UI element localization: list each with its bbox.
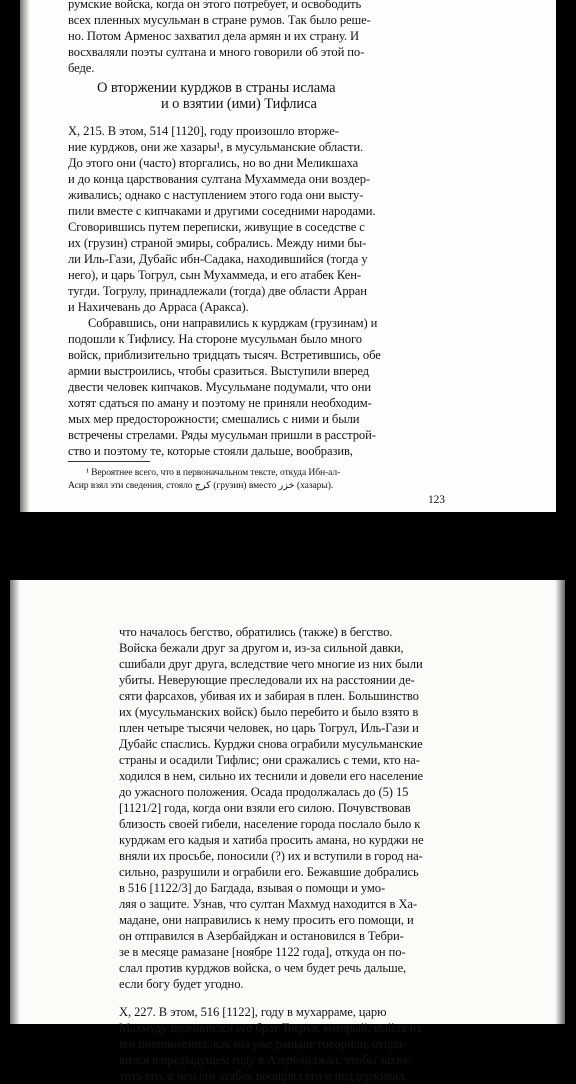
text-line: в 516 [1122/3] до Багдада, взывая о помощи и умо- bbox=[119, 881, 386, 895]
footnote-line: ¹ Вероятнее всего, что в первоначальном тексте, откуда Ибн-ал- bbox=[86, 467, 341, 478]
text-line: мадане, они направились к нему просить его помощи, и bbox=[119, 913, 414, 927]
footnote-rule bbox=[68, 461, 150, 462]
text-line: ство и поэтому те, которые стояли дальше, вообразив, bbox=[68, 444, 353, 458]
text-line: вняли их просьбе, поносили (?) их и вступили в город на- bbox=[119, 849, 423, 863]
text-line: ние курджов, они же хазары¹, в мусульманские области. bbox=[68, 140, 364, 154]
text-line: тить его, в чем его атабек поощрял его и поддерживал. bbox=[119, 1069, 408, 1083]
text-line: беде. bbox=[68, 61, 95, 75]
text-line: но. Потом Арменос захватил дела армян и их страну. И bbox=[68, 29, 360, 43]
text-line: двести человек кипчаков. Мусульмане подумали, что они bbox=[68, 380, 371, 394]
text-line: пили вместе с кипчаками и другими соседними народами. bbox=[68, 204, 376, 218]
text-line: он отправился в Азербайджан и остановился в Тебри- bbox=[119, 929, 404, 943]
text-line: X, 215. В этом, 514 [1120], году произошло вторже- bbox=[68, 124, 339, 138]
text-line: [1121/2] года, когда они взяли его силою. Почувствовав bbox=[119, 801, 411, 815]
text-line: войск, приблизительно тридцать тысяч. Встретившись, обе bbox=[68, 348, 381, 362]
text-line: ходился в нем, сильно их теснили и довели его население bbox=[119, 769, 424, 783]
text-line: сшибали друг друга, вследствие чего многие из них были bbox=[119, 657, 423, 671]
text-line: и до конца царствования султана Мухаммеда они воздер- bbox=[68, 172, 371, 186]
page-edge-shadow bbox=[555, 580, 565, 1024]
text-line: восхваляли поэты султана и много говорили об этой по- bbox=[68, 45, 365, 59]
text-line: мых мер предосторожности; смешались с ними и были bbox=[68, 412, 360, 426]
text-line: живались; однако с наступлением этого года они высту- bbox=[68, 188, 364, 202]
section-heading: и о взятии (ими) Тифлиса bbox=[161, 96, 317, 112]
text-line: сяти фарсахов, убивая их и забирая в плен. Большинство bbox=[119, 689, 419, 703]
text-line: что началось бегство, обратились (также) в бегство. bbox=[119, 625, 393, 639]
text-line: армии выстроились, чтобы сразиться. Выступили вперед bbox=[68, 364, 369, 378]
text-line: близость своей гибели, население города послало было к bbox=[119, 817, 421, 831]
text-line: румские войска, когда он этого потребует, и освободить bbox=[68, 0, 362, 11]
text-line: слал против курджов войска, о чем будет речь дальше, bbox=[119, 961, 407, 975]
text-line: если богу будет угодно. bbox=[119, 977, 244, 991]
text-line: его повиновения, как мы уже раньше говорили, отпра- bbox=[119, 1037, 407, 1051]
text-line: ли Иль-Гази, Дубайс ибн-Садака, находившийся (тогда у bbox=[68, 252, 368, 266]
text-line: X, 227. В этом, 516 [1122], году в мухарраме, царю bbox=[119, 1005, 387, 1019]
text-line: вился в предыдущем году в Азербайджан, чтобы захва- bbox=[119, 1053, 412, 1067]
text-line: тугди. Тогрулу, принадлежали (тогда) две области Арран bbox=[68, 284, 367, 298]
text-line: него), и царь Тогрул, сын Мухаммеда, и его атабек Кен- bbox=[68, 268, 361, 282]
text-line: хотят сдаться по аману и поэтому не приняли необходим- bbox=[68, 396, 372, 410]
text-line: ляя о защите. Узнав, что султан Махмуд находится в Ха- bbox=[119, 897, 418, 911]
text-line: всех пленных мусульман в стране румов. Так было реше- bbox=[68, 13, 371, 27]
text-line: плен четыре тысячи человек, но царь Тогрул, Иль-Гази и bbox=[119, 721, 419, 735]
page-edge-shadow bbox=[10, 580, 20, 1024]
section-heading: О вторжении курджов в страны ислама bbox=[97, 80, 336, 96]
text-line: убиты. Неверующие преследовали их на расстоянии де- bbox=[119, 673, 415, 687]
text-line: Войска бежали друг за другом и, из-за сильной давки, bbox=[119, 641, 404, 655]
page-edge-shadow bbox=[20, 0, 30, 512]
text-line: и Нахичевань до Арраса (Аракса). bbox=[68, 300, 249, 314]
text-line: Собравшись, они направились к курджам (грузинам) и bbox=[88, 316, 378, 330]
text-line: встречены стрелами. Ряды мусульман пришли в расстрой- bbox=[68, 428, 376, 442]
page-number: 123 bbox=[428, 494, 445, 506]
text-line: До этого они (часто) вторгались, но во дни Меликшаха bbox=[68, 156, 359, 170]
top-book-page bbox=[20, 0, 556, 512]
text-line: Махмуду подчинился его брат Тогрул, который, выйдя из bbox=[119, 1021, 421, 1035]
text-line: Дубайс спаслись. Курджи снова ограбили мусульманские bbox=[119, 737, 423, 751]
text-line: подошли к Тифлису. На стороне мусульман было много bbox=[68, 332, 362, 346]
text-line: их (мусульманских войск) было перебито и было взято в bbox=[119, 705, 419, 719]
text-line: страны и осадили Тифлис; они сражались с теми, кто на- bbox=[119, 753, 420, 767]
text-line: Сговорившись путем переписки, живущие в соседстве с bbox=[68, 220, 365, 234]
text-line: зе в месяце рамазане [ноябре 1122 года], откуда он по- bbox=[119, 945, 406, 959]
footnote-line: Асир взял эти сведения, стояло کرج (грузин) вместо خزر (хазары). bbox=[68, 480, 334, 491]
text-line: сильно, разрушили и ограбили его. Бежавшие добрались bbox=[119, 865, 419, 879]
text-line: до ужасного положения. Осада продолжалась до (5) 15 bbox=[119, 785, 409, 799]
bottom-book-page bbox=[10, 580, 565, 1083]
text-line: их (грузин) страной эмиры, собрались. Между ними бы- bbox=[68, 236, 367, 250]
text-line: курджам его кадыя и хатиба просить амана, но курджи не bbox=[119, 833, 424, 847]
